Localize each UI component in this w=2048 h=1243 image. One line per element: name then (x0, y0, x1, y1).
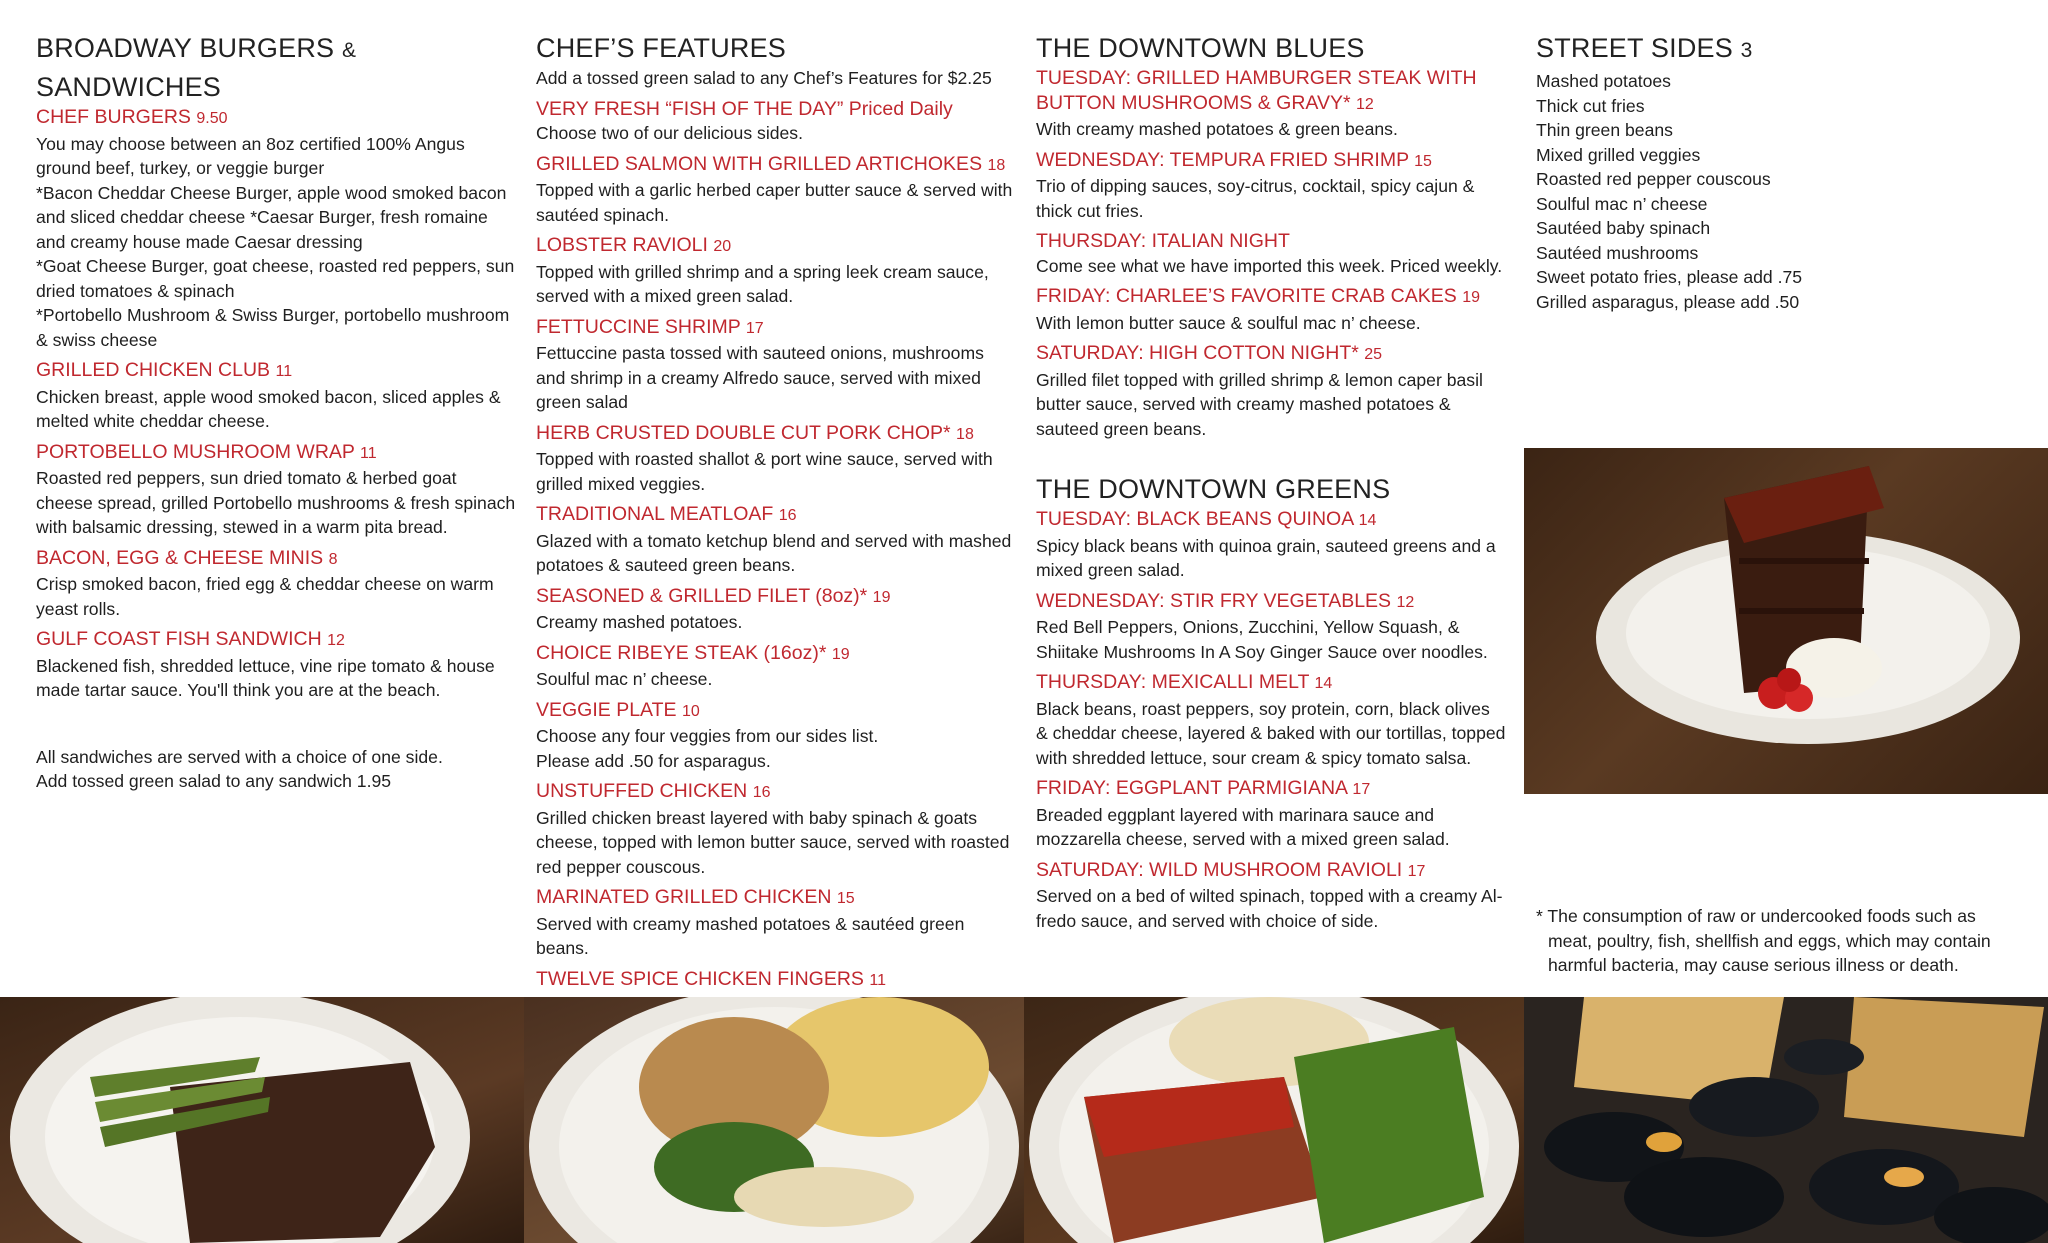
item-price: 11 (359, 444, 377, 462)
section-title-blues: THE DOWNTOWN BLUES (1036, 33, 1365, 63)
item-name: GRILLED SALMON WITH GRILLED ARTICHOKES (536, 152, 983, 175)
specials-column (1036, 30, 1506, 933)
menu-item (36, 546, 516, 622)
list-item: Thick cut fries (1536, 95, 1645, 116)
menu-item (536, 315, 1016, 415)
item-name: THURSDAY: ITALIAN NIGHT (1036, 230, 1290, 252)
unstuffed-chicken-photo (524, 997, 1024, 1243)
list-item: Soulful mac n’ cheese (1536, 193, 1708, 214)
menu-item (1036, 507, 1506, 583)
item-desc: Topped with grilled shrimp and a spring leek cream sauce, served with a mixed green salad. (536, 261, 989, 306)
item-desc: Grilled filet topped with grilled shrimp & lemon caper basil butter sauce, served with creamy mashed potatoes & sauteed green beans. (1036, 369, 1483, 439)
item-price: 19 (831, 645, 850, 663)
item-name: LOBSTER RAVIOLI (536, 234, 708, 256)
item-price: 19 (872, 588, 891, 606)
sides-list (1536, 69, 2026, 314)
item-name: GRILLED CHICKEN CLUB (36, 359, 271, 381)
chocolate-cake-photo (1524, 448, 2048, 794)
item-desc: Spicy black beans with quinoa grain, sauteed greens and a mixed green salad. (1036, 535, 1496, 580)
section-title-sides: STREET SIDES 3 (1536, 33, 1753, 63)
item-desc: Red Bell Peppers, Onions, Zucchini, Yellow Squash, & Shiitake Mushrooms In A Soy Ginger Sauce over noodles. (1036, 617, 1488, 662)
menu-item (1036, 776, 1506, 852)
item-desc: Come see what we have imported this week. Priced weekly. (1036, 255, 1503, 276)
item-price: 17 (1352, 781, 1371, 798)
sides-column (1536, 30, 2026, 314)
features-column (536, 30, 1016, 1042)
item-desc: Glazed with a tomato ketchup blend and served with mashed potatoes & sauteed green beans. (536, 530, 1012, 575)
list-item: Sautéed mushrooms (1536, 242, 1699, 263)
item-price: 19 (1462, 289, 1481, 306)
sandwich-note: All sandwiches are served with a choice of one side. (36, 746, 443, 767)
section-title-greens: THE DOWNTOWN GREENS (1036, 474, 1391, 504)
menu-item (536, 233, 1016, 309)
item-name: BACON, EGG & CHEESE MINIS (36, 546, 324, 569)
menu-item (36, 105, 516, 352)
menu-item (1036, 284, 1506, 335)
item-desc: Trio of dipping sauces, soy-citrus, cocktail, spicy cajun & thick cut fries. (1036, 176, 1475, 221)
menu-item (536, 502, 1016, 578)
menu-item (1036, 148, 1506, 224)
item-name: FRIDAY: EGGPLANT PARMIGIANA (1036, 777, 1347, 799)
item-desc: With lemon butter sauce & soulful mac n’ cheese. (1036, 312, 1421, 333)
menu-item (536, 885, 1016, 961)
item-name: TUESDAY: GRILLED HAMBURGER STEAK WITH BUTTON MUSHROOMS & GRAVY* (1036, 67, 1477, 114)
item-name: WEDNESDAY: TEMPURA FRIED SHRIMP (1036, 148, 1409, 171)
menu-item (536, 421, 1016, 497)
item-desc: Topped with roasted shallot & port wine sauce, served with grilled mixed veggies. (536, 449, 993, 494)
item-desc: Blackened fish, shredded lettuce, vine ripe tomato & house made tartar sauce. You'll think you are at the beach. (36, 655, 495, 700)
item-price: 12 (1355, 95, 1374, 113)
menu-item (36, 358, 516, 434)
menu-item (536, 641, 1016, 692)
list-item: Sautéed baby spinach (1536, 218, 1711, 238)
menu-item (1036, 229, 1506, 278)
meatloaf-photo (1024, 997, 1524, 1243)
item-name: GULF COAST FISH SANDWICH (36, 628, 322, 650)
list-item: Mashed potatoes (1536, 71, 1671, 91)
item-price: 14 (1314, 675, 1333, 692)
item-name: HERB CRUSTED DOUBLE CUT PORK CHOP* (536, 421, 951, 444)
consumption-advisory: * The consumption of raw or undercooked foods such as meat, poultry, fish, shellfish and eggs, which may contain harmful bacteria, may cause serious illness or death. (1536, 906, 1991, 975)
item-desc: Choose two of our delicious sides. (536, 123, 803, 143)
item-price: 18 (987, 156, 1006, 174)
item-name: VEGGIE PLATE (536, 698, 677, 721)
list-item: Sweet potato fries, please add .75 (1536, 267, 1803, 287)
item-desc: Black beans, roast peppers, soy protein, corn, black olives & cheddar cheese, layered & baked with our tortillas, topped with shredded lettuce, sour cream & spicy tomato salsa. (1036, 698, 1506, 768)
item-price: 17 (1407, 862, 1426, 880)
item-desc: Chicken breast, apple wood smoked bacon, sliced apples & melted white cheddar cheese. (36, 386, 501, 431)
item-desc: Topped with a garlic herbed caper butter sauce & served with sautéed spinach. (536, 180, 1013, 225)
item-name: SEASONED & GRILLED FILET (8oz)* (536, 584, 868, 607)
item-name: SATURDAY: HIGH COTTON NIGHT* (1036, 342, 1359, 364)
item-price: 16 (778, 507, 797, 524)
list-item: Grilled asparagus, please add .50 (1536, 291, 1800, 312)
item-name: CHOICE RIBEYE STEAK (16oz)* (536, 641, 827, 664)
item-name: THURSDAY: MEXICALLI MELT (1036, 671, 1310, 693)
item-desc: Choose any four veggies from our sides list. (536, 726, 879, 746)
item-price: 9.50 (196, 110, 228, 127)
item-desc: *Goat Cheese Burger, goat cheese, roasted red peppers, sun dried tomatoes & spinach (36, 256, 515, 301)
item-desc: Served on a bed of wilted spinach, topped with a creamy Al-fredo sauce, and served with choice of side. (1036, 886, 1503, 931)
item-desc: Grilled chicken breast layered with baby spinach & goats cheese, topped with lemon butter sauce, served with roasted red pepper couscous. (536, 807, 1010, 877)
item-desc: *Portobello Mushroom & Swiss Burger, portobello mushroom & swiss cheese (36, 305, 510, 350)
list-item: Mixed grilled veggies (1536, 144, 1701, 165)
item-name: CHEF BURGERS (36, 106, 191, 128)
item-name: FETTUCCINE SHRIMP (536, 315, 741, 338)
item-name: SATURDAY: WILD MUSHROOM RAVIOLI (1036, 858, 1403, 881)
item-price: 18 (956, 425, 974, 443)
menu-item (536, 584, 1016, 635)
menu-item (1036, 858, 1506, 934)
item-desc: Fettuccine pasta tossed with sauteed onions, mushrooms and shrimp in a creamy Alfredo sauce, served with mixed green salad (536, 343, 984, 412)
menu-item (1036, 66, 1506, 142)
section-title-burgers: BROADWAY BURGERS & SANDWICHES (36, 33, 357, 102)
item-desc: Creamy mashed potatoes. (536, 612, 743, 632)
menu-item (1036, 341, 1506, 441)
item-price: 20 (713, 238, 732, 255)
item-desc: *Bacon Cheddar Cheese Burger, apple wood smoked bacon and sliced cheddar cheese *Caesar Burger, fresh romaine and creamy house made Caesar dressing (36, 182, 507, 252)
item-name: TWELVE SPICE CHICKEN FINGERS (536, 967, 864, 990)
item-price: 10 (681, 702, 700, 720)
item-name: FRIDAY: CHARLEE’S FAVORITE CRAB CAKES (1036, 285, 1457, 307)
menu-item (536, 698, 1016, 774)
menu-item (536, 779, 1016, 879)
item-name: TRADITIONAL MEATLOAF (536, 503, 774, 525)
menu-item (1036, 589, 1506, 665)
item-price: 12 (1396, 593, 1415, 611)
burgers-column (36, 30, 516, 794)
menu-item (36, 627, 516, 703)
item-name: MARINATED GRILLED CHICKEN (536, 886, 832, 908)
item-desc: Soulful mac n’ cheese. (536, 669, 713, 689)
item-desc: You may choose between an 8oz certified 100% Angus ground beef, turkey, or veggie burger (36, 133, 465, 178)
item-name: UNSTUFFED CHICKEN (536, 780, 748, 802)
item-price: 11 (275, 363, 293, 380)
item-desc: Crisp smoked bacon, fried egg & cheddar cheese on warm yeast rolls. (36, 574, 494, 619)
sandwich-note: Add tossed green salad to any sandwich 1.95 (36, 771, 392, 791)
list-item: Thin green beans (1536, 120, 1673, 140)
item-desc: Please add .50 for asparagus. (536, 750, 771, 771)
item-desc: Roasted red peppers, sun dried tomato & herbed goat cheese spread, grilled Portobello mushrooms & fresh spinach with balsamic dressing, stewed in a warm pita bread. (36, 468, 516, 537)
item-price: 25 (1364, 346, 1383, 363)
item-desc: Served with creamy mashed potatoes & sautéed green beans. (536, 913, 965, 958)
item-price: 15 (836, 890, 855, 907)
menu-item (536, 152, 1016, 228)
item-price: 14 (1358, 512, 1377, 529)
ribeye-steak-photo (0, 997, 524, 1243)
item-desc: Breaded eggplant layered with marinara sauce and mozzarella cheese, served with a mixed green salad. (1036, 804, 1450, 849)
mussels-photo (1524, 997, 2048, 1243)
features-intro: Add a tossed green salad to any Chef’s Features for $2.25 (536, 68, 992, 88)
item-price: 8 (328, 550, 338, 568)
item-price: 16 (752, 784, 771, 801)
menu-item (36, 440, 516, 540)
section-title-features: CHEF’S FEATURES (536, 33, 787, 63)
menu-item (536, 97, 1016, 146)
menu-item (1036, 670, 1506, 770)
item-name: PORTOBELLO MUSHROOM WRAP (36, 440, 355, 463)
item-name: TUESDAY: BLACK BEANS QUINOA (1036, 508, 1354, 530)
item-price: 12 (327, 632, 345, 649)
item-name: VERY FRESH “FISH OF THE DAY” Priced Daily (536, 97, 953, 120)
item-name: WEDNESDAY: STIR FRY VEGETABLES (1036, 589, 1392, 612)
list-item: Roasted red pepper couscous (1536, 169, 1771, 189)
item-price: 15 (1414, 152, 1432, 170)
item-desc: With creamy mashed potatoes & green beans. (1036, 119, 1398, 139)
item-price: 11 (869, 971, 886, 989)
item-price: 17 (745, 319, 764, 337)
